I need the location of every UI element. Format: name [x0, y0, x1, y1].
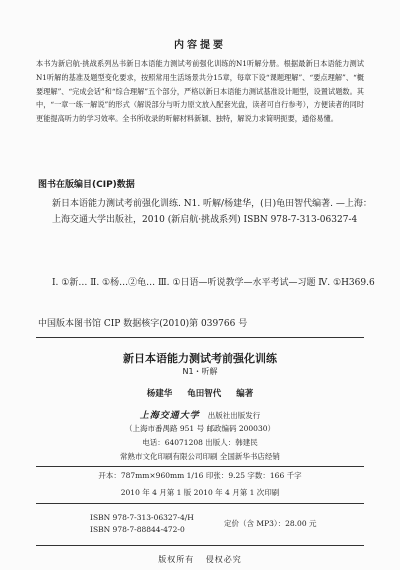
publisher-logo: 上海交通大学 [139, 411, 200, 421]
book-subtitle: N1・听解 [182, 367, 218, 376]
price: 定价（含 MP3）：28.00 元 [224, 519, 317, 528]
publisher-phone: 电话：64071208 出版人：韩建民 [142, 438, 258, 447]
publisher-address: （上海市番禺路 951 号 邮政编码 200030） [125, 424, 275, 433]
copyright-line [0, 554, 400, 565]
publisher-text: 出版社出版发行 [207, 411, 261, 420]
summary-title: 内容提要 [174, 40, 226, 51]
divider-format-bottom [36, 503, 364, 504]
summary-text: 本书为新启航·挑战系列丛书新日本语能力测试考前强化训练的N1听解分册。根据最新日本语能力测试N1听解的基准及题型变化要求，按照常用生活场景共分15章，每章下设“课题理解”、“要点理解”、“概要理解”、“完成会话”和“综合理解”五个部分，严格以新日本语能力测试基准设计题型，设置试题数。其中，“一章一练一解说”的形式（解说部分与听力原文放入配套光盘，读者可自行参考），方便读者的同时更能提高听力的学习效率。全书所收录的听解材料新颖、独特，解说力求简明扼要，通俗易懂。 [36, 59, 364, 124]
cip-classification: Ⅰ. ①新… Ⅱ. ①杨…②龟… Ⅲ. ①日语—听说教学—水平考试—习题 Ⅳ. ①H369.6 [52, 278, 375, 288]
divider-bottom [36, 545, 364, 546]
isbn-number: ISBN 978-7-88844-472-0 [90, 524, 185, 534]
isbn-code: ISBN 978-7-313-06327-4/H [90, 513, 194, 522]
authors [0, 387, 400, 399]
copyright-all-rights: 版权所有 [158, 555, 195, 564]
divider-format-top [36, 466, 364, 467]
publisher-line [0, 408, 400, 421]
author-role: 编著 [236, 389, 254, 399]
printer-line: 常熟市文化印刷有限公司印刷 全国新华书店经销 [120, 452, 280, 461]
cip-entry: 新日本语能力测试考前强化训练. N1. 听解/杨建华，(日)龟田智代编著. —上海：上海交通大学出版社，2010 (新启航·挑战系列) ISBN 978-7-313-06327-4 [52, 199, 372, 225]
cip-heading: 图书在版编目(CIP)数据 [38, 180, 135, 190]
divider-top [36, 337, 364, 338]
cip-library-number: 中国版本图书馆 CIP 数据核字(2010)第 039766 号 [38, 319, 248, 329]
edition-line: 2010 年 4 月第 1 版 2010 年 4 月第 1 次印刷 [120, 488, 280, 497]
format-line: 开本：787mm×960mm 1/16 印张：9.25 字数：166 千字 [98, 471, 302, 480]
copyright-infringement: 侵权必究 [205, 555, 242, 564]
book-title: 新日本语能力测试考前强化训练 [123, 352, 277, 365]
author-2: 龟田智代 [187, 389, 222, 399]
author-1: 杨建华 [146, 389, 173, 399]
